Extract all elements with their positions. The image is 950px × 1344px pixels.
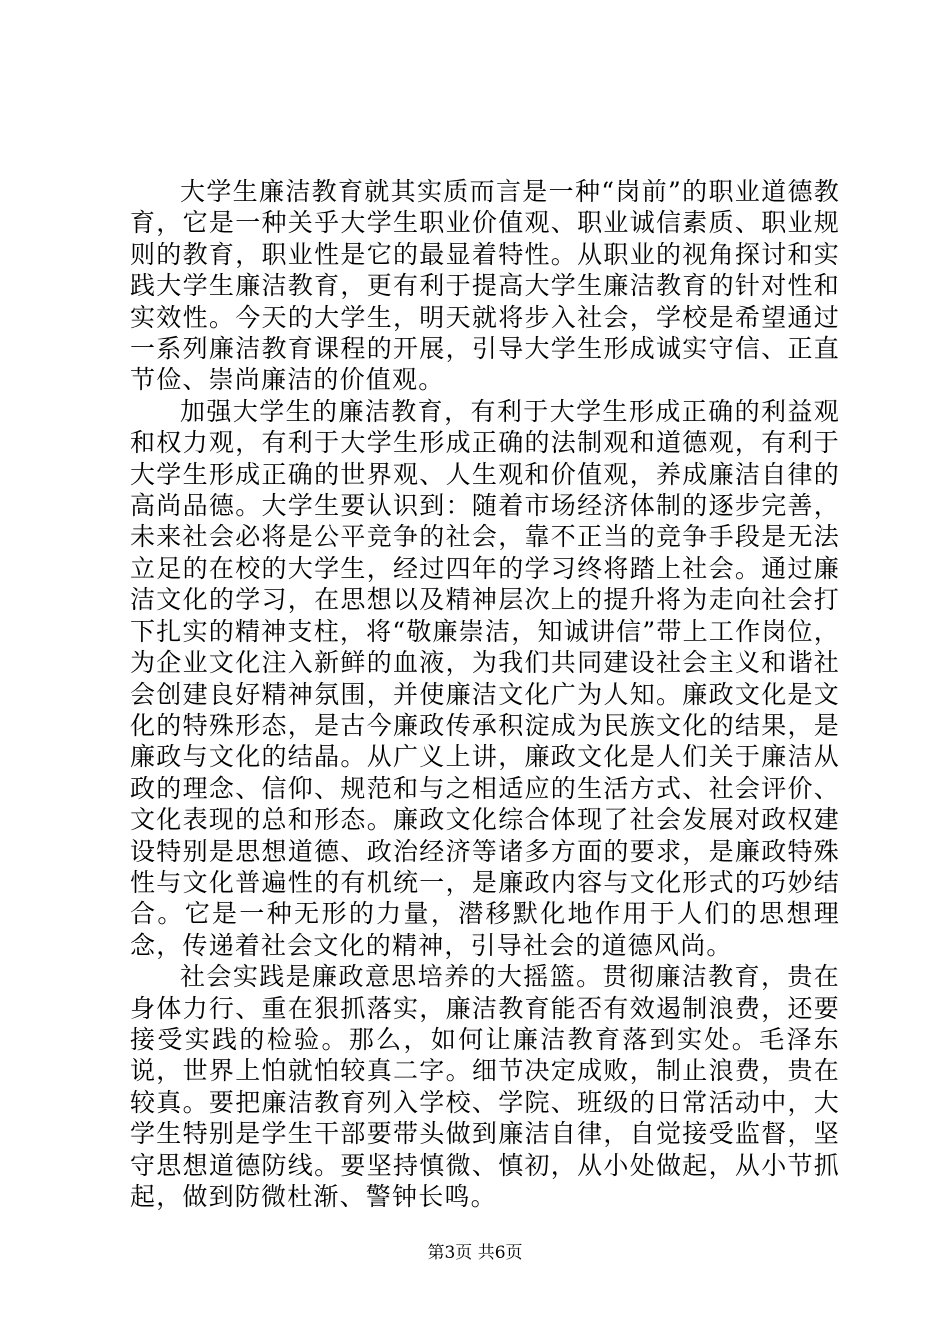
page-footer: 第3页 共6页	[427, 1243, 523, 1263]
paragraph-2: 加强大学生的廉洁教育，有利于大学生形成正确的利益观和权力观，有利于大学生形成正确的法制观和道德观，有利于大学生形成正确的世界观、人生观和价值观，养成廉洁自律的高尚品德。大学生要认识到：随着市场经济体制的逐步完善，未来社会必将是公平竞争的社会，靠不正当的竞争手段是无法立足的在校的大学生，经过四年的学习终将踏上社会。通过廉洁文化的学习，在思想以及精神层次上的提升将为走向社会打下扎实的精神支柱，将“敬廉崇洁，知诚讲信”带上工作岗位，为企业文化注入新鲜的血液，为我们共同建设社会主义和谐社会创建良好精神氛围，并使廉洁文化广为人知。廉政文化是文化的特殊形态，是古今廉政传承积淀成为民族文化的结果，是廉政与文化的结晶。从广义上讲，廉政文化是人们关于廉洁从政的理念、信仰、规范和与之相适应的生活方式、社会评价、文化表现的总和形态。廉政文化综合体现了社会发展对政权建设特别是思想道德、政治经济等诸多方面的要求，是廉政特殊性与文化普遍性的有机统一，是廉政内容与文化形式的巧妙结合。它是一种无形的力量，潜移默化地作用于人们的思想理念，传递着社会文化的精神，引导社会的道德风尚。	[130, 396, 840, 960]
paragraph-1: 大学生廉洁教育就其实质而言是一种“岗前”的职业道德教育，它是一种关乎大学生职业价值观、职业诚信素质、职业规则的教育，职业性是它的最显着特性。从职业的视角探讨和实践大学生廉洁教育，更有利于提高大学生廉洁教育的针对性和实效性。今天的大学生，明天就将步入社会，学校是希望通过一系列廉洁教育课程的开展，引导大学生形成诚实守信、正直节俭、崇尚廉洁的价值观。	[130, 177, 840, 395]
paragraph-3: 社会实践是廉政意思培养的大摇篮。贯彻廉洁教育，贵在身体力行、重在狠抓落实，廉洁教育能否有效遏制浪费，还要接受实践的检验。那么，如何让廉洁教育落到实处。毛泽东说，世界上怕就怕较真二字。细节决定成败，制止浪费，贵在较真。要把廉洁教育列入学校、学院、班级的日常活动中，大学生特别是学生干部要带头做到廉洁自律，自觉接受监督，坚守思想道德防线。要坚持慎微、慎初，从小处做起，从小节抓起，做到防微杜渐、警钟长鸣。	[130, 962, 840, 1211]
document-body	[130, 176, 840, 1212]
